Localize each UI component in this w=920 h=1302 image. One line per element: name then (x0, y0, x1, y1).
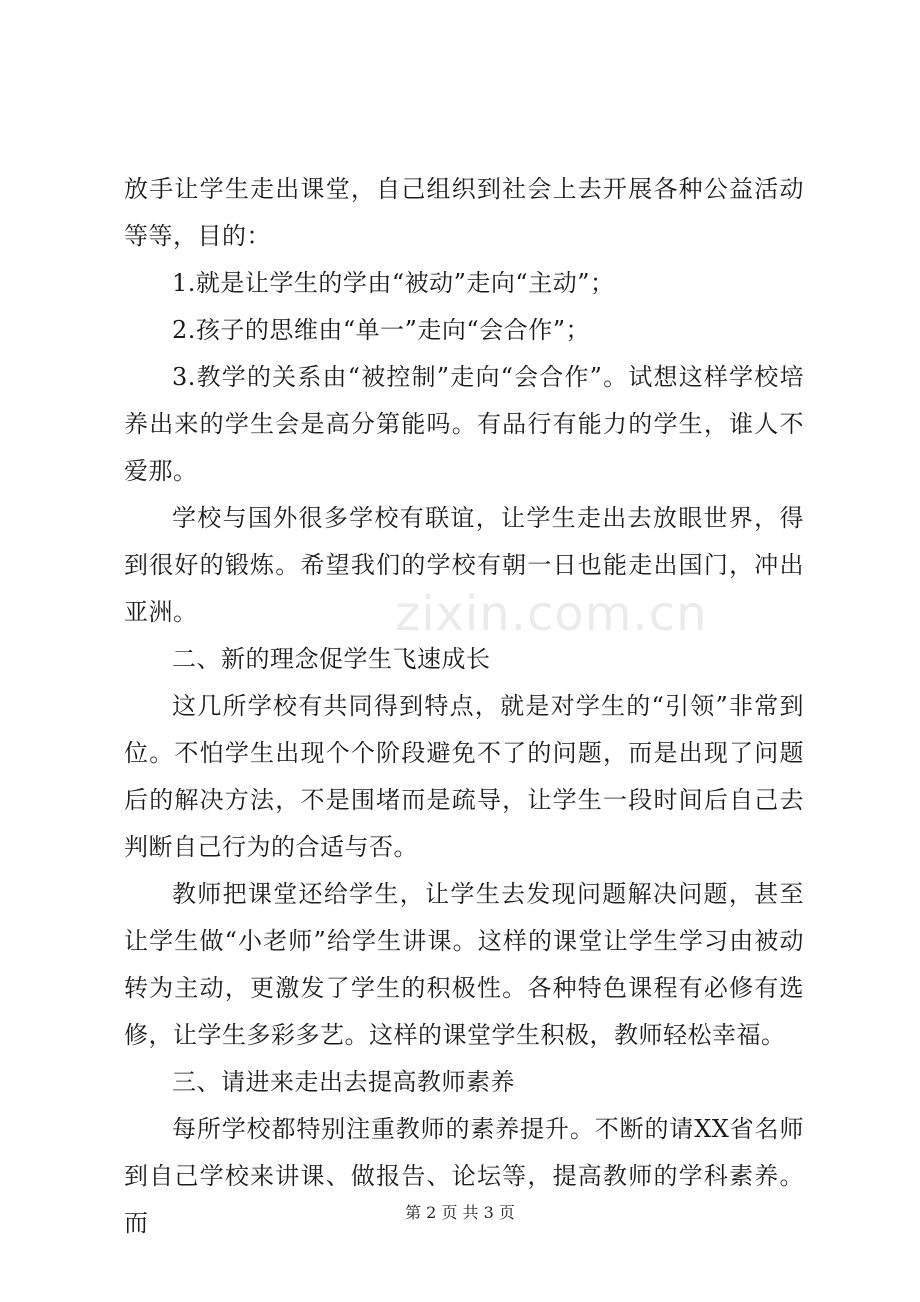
page-number-footer: 第 2 页 共 3 页 (405, 1203, 515, 1222)
watermark: zixin.com.cn (395, 586, 708, 642)
paragraph-5: 学校与国外很多学校有联谊，让学生走出去放眼世界，得到很好的锻炼。希望我们的学校有朝一日也能走出国门，冲出亚洲。 (124, 504, 804, 626)
paragraph-8: 每所学校都特别注重教师的素养提升。不断的请XX省名师到自己学校来讲课、做报告、论坛等，提高教师的学科素养。而 (124, 1115, 804, 1237)
paragraph-4: 3.教学的关系由“被控制”走向“会合作”。试想这样学校培养出来的学生会是高分第能吗。有品行有能力的学生，谁人不爱那。 (124, 363, 804, 485)
section-heading-3: 三、请进来走出去提高教师素养 (172, 1068, 515, 1096)
paragraph-6: 这几所学校有共同得到特点，就是对学生的“引领”非常到位。不怕学生出现个个阶段避免不了的问题，而是出现了问题后的解决方法，不是围堵而是疏导，让学生一段时间后自己去判断自己行为的合适与否。 (124, 692, 804, 861)
paragraph-3: 2.孩子的思维由“单一”走向“会合作”； (172, 316, 590, 344)
paragraph-7: 教师把课堂还给学生，让学生去发现问题解决问题，甚至让学生做“小老师”给学生讲课。这样的课堂让学生学习由被动转为主动，更激发了学生的积极性。各种特色课程有必修有选修，让学生多彩多艺。这样的课堂学生积极，教师轻松幸福。 (124, 880, 804, 1049)
document-body (124, 166, 804, 1247)
paragraph-2: 1.就是让学生的学由“被动”走向“主动”； (172, 269, 615, 297)
paragraph-1: 放手让学生走出课堂，自己组织到社会上去开展各种公益活动等等，目的： (124, 175, 804, 250)
section-heading-2: 二、新的理念促学生飞速成长 (172, 645, 491, 673)
